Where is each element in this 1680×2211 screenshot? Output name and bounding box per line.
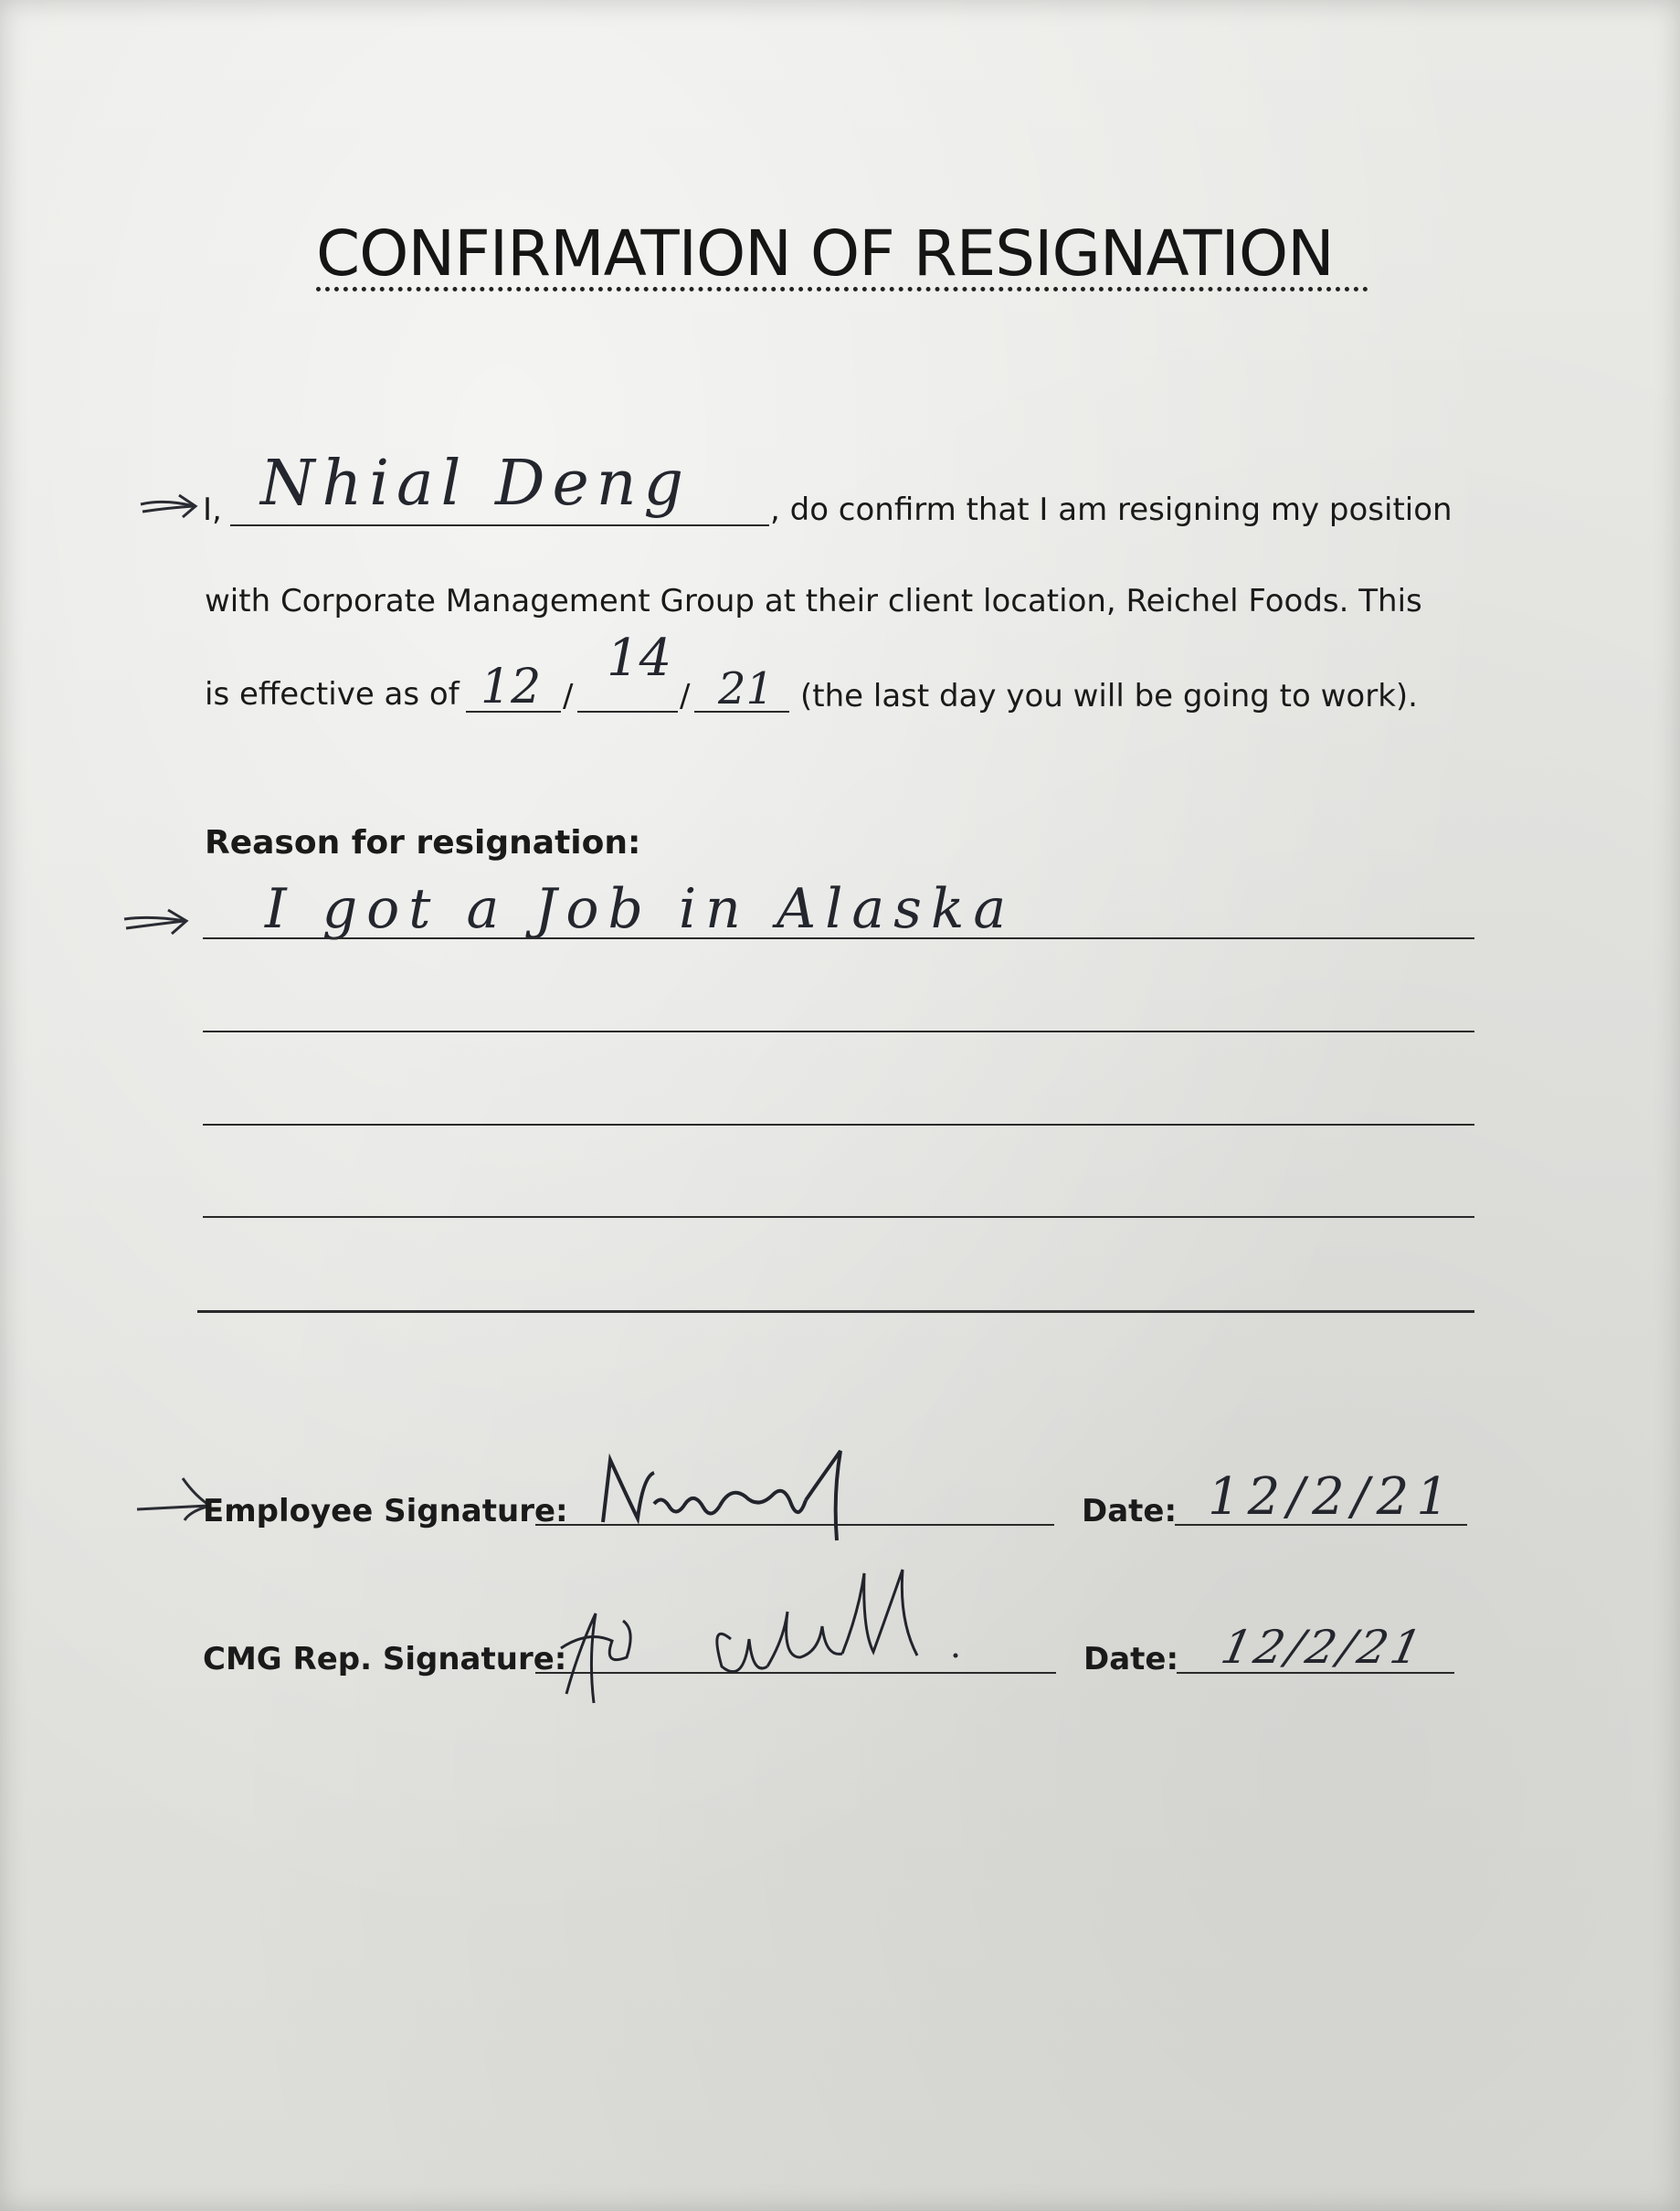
- arrow-mark-icon: [137, 486, 210, 523]
- employee-name-handwritten: Nhial Deng: [260, 448, 692, 520]
- cmg-date-handwritten: 12/2/21: [1216, 1621, 1430, 1674]
- effective-date-year: 21: [718, 663, 775, 714]
- reason-text-handwritten: I got a Job in Alaska: [265, 877, 1016, 941]
- reason-line-2: [203, 1031, 1474, 1032]
- date-separator-2: /: [680, 678, 691, 714]
- statement-line-2: with Corporate Management Group at their client location, Reichel Foods. This: [205, 583, 1422, 619]
- reason-line-3: [203, 1124, 1474, 1126]
- effective-prefix: is effective as of: [205, 676, 460, 713]
- reason-label: Reason for resignation:: [205, 824, 641, 862]
- employee-date-handwritten: 12/2/21: [1208, 1467, 1456, 1527]
- employee-signature-image: [566, 1440, 877, 1550]
- statement-prefix: I,: [203, 492, 222, 528]
- statement-middle: , do confirm that I am resigning my position: [770, 492, 1453, 528]
- arrow-mark-icon: [121, 903, 203, 939]
- effective-date-day: 14: [607, 629, 672, 688]
- title-dotted-underline: [316, 287, 1368, 291]
- effective-date-month: 12: [481, 660, 542, 714]
- date-day-line: [577, 711, 678, 713]
- document-title: CONFIRMATION OF RESIGNATION: [316, 217, 1334, 291]
- date-separator-1: /: [563, 678, 574, 714]
- reason-line-5: [197, 1310, 1474, 1313]
- cmg-signature-label: CMG Rep. Signature:: [203, 1641, 567, 1677]
- reason-line-4: [203, 1216, 1474, 1218]
- employee-date-label: Date:: [1082, 1493, 1178, 1529]
- name-fill-line: [230, 524, 769, 526]
- reason-line-1: [203, 937, 1474, 939]
- employee-signature-label: Employee Signature:: [203, 1493, 568, 1529]
- effective-suffix: (the last day you will be going to work).: [800, 678, 1418, 714]
- cmg-date-label: Date:: [1083, 1641, 1179, 1677]
- cmg-signature-image: [548, 1557, 977, 1712]
